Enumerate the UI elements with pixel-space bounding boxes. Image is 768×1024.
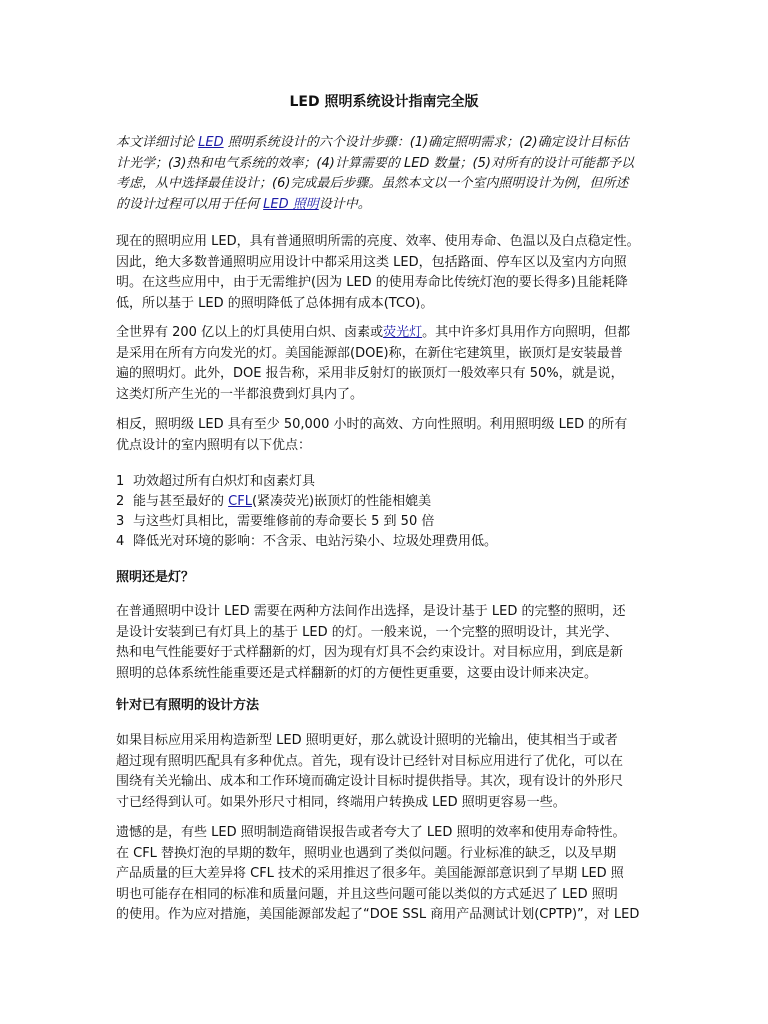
intro-line-4: 的设计过程可以用于任何 LED 照明设计中。 <box>116 196 371 212</box>
paragraph-line: 明也可能存在相同的标准和质量问题，并且这些问题可能以类似的方式延迟了 LED 照明 <box>116 886 618 902</box>
cfl-link[interactable]: CFL <box>228 494 252 509</box>
paragraph-line: 产品质量的巨大差异将 CFL 技术的采用推迟了很多年。美国能源部意识到了早期 LED 照 <box>116 866 624 881</box>
paragraph-5 <box>116 731 656 813</box>
led-link[interactable]: LED <box>198 135 224 150</box>
paragraph-line: 寸已经得到认可。如果外形尺寸相同，终端用户转换成 LED 照明更容易一些。 <box>116 794 566 810</box>
paragraph-line: 明。在这些应用中，由于无需维护(因为 LED 的使用寿命比传统灯泡的要长得多)且能耗降 <box>116 275 628 290</box>
paragraph-line: 在普通照明中设计 LED 需要在两种方法间作出选择，是设计基于 LED 的完整的照明，还 <box>116 604 626 619</box>
paragraph-line: 因此，绝大多数普通照明应用设计中都采用这类 LED，包括路面、停车区以及室内方向照 <box>116 254 627 270</box>
list-item: 3 与这些灯具相比，需要维修前的寿命要长 5 到 50 倍 <box>116 514 435 529</box>
paragraph-line: 现在的照明应用 LED，具有普通照明所需的亮度、效率、使用寿命、色温以及白点稳定性。 <box>116 234 640 249</box>
paragraph-line: 是采用在所有方向发光的灯。美国能源部(DOE)称，在新住宅建筑里，嵌顶灯是安装最普 <box>116 345 623 361</box>
list-item: 2 能与甚至最好的 CFL(紧凑荧光)嵌顶灯的性能相媲美 <box>116 494 432 509</box>
paragraph-line: 遍的照明灯。此外，DOE 报告称，采用非反射灯的嵌顶灯一般效率只有 50%，就是说， <box>116 366 624 381</box>
paragraph-line: 遗憾的是，有些 LED 照明制造商错误报告或者夸大了 LED 照明的效率和使用寿命特性。 <box>116 825 626 840</box>
intro-line-3: 考虑，从中选择最佳设计；(6)完成最后步骤。虽然本文以一个室内照明设计为例，但所述 <box>116 176 629 191</box>
paragraph-6 <box>116 823 656 926</box>
section-heading: 针对已有照明的设计方法 <box>116 698 260 713</box>
paragraph-line: 优点设计的室内照明有以下优点： <box>116 437 312 453</box>
document-title: LED 照明系统设计指南完全版 <box>289 94 479 110</box>
intro-paragraph <box>116 133 656 215</box>
paragraph-line: 在 CFL 替换灯泡的早期的数年，照明业也遇到了类似问题。行业标准的缺乏，以及早期 <box>116 845 617 861</box>
paragraph-line: 如果目标应用采用构造新型 LED 照明更好，那么就设计照明的光输出，使其相当于或者 <box>116 733 618 748</box>
fluorescent-lamp-link[interactable]: 荧光灯 <box>383 325 423 340</box>
paragraph-line: 围绕有关光输出、成本和工作环境而确定设计目标时提供指导。其次，现有设计的外形尺 <box>116 774 624 789</box>
paragraph-line: 相反，照明级 LED 具有至少 50,000 小时的高效、方向性照明。利用照明级 LED 的所有 <box>116 417 628 432</box>
led-lighting-link[interactable]: LED 照明 <box>263 196 319 212</box>
paragraph-4 <box>116 602 656 684</box>
intro-line-2: 计光学；(3)热和电气系统的效率；(4)计算需要的 LED 数量；(5)对所有的设计可能都予以 <box>116 155 634 171</box>
intro-line-1: 本文详细讨论 LED 照明系统设计的六个设计步骤：(1)确定照明需求；(2)确定设计目标估 <box>116 135 629 150</box>
paragraph-line: 是设计安装到已有灯具上的基于 LED 的灯。一般来说，一个完整的照明设计，其光学、 <box>116 624 618 640</box>
paragraph-line: 的使用。作为应对措施，美国能源部发起了“DOE SSL 商用产品测试计划(CPTP)”，对 LED <box>116 907 640 922</box>
paragraph-line: 这类灯所产生光的一半都浪费到灯具内了。 <box>116 386 364 402</box>
paragraph-line: 超过现有照明匹配具有多种优点。首先，现有设计已经针对目标应用进行了优化，可以在 <box>116 753 624 769</box>
paragraph-3 <box>116 415 656 456</box>
section-heading: 照明还是灯？ <box>116 570 195 585</box>
paragraph-line: 照明的总体系统性能重要还是式样翻新的灯的方便性更重要，这要由设计师来决定。 <box>116 665 598 681</box>
paragraph-line: 低，所以基于 LED 的照明降低了总体拥有成本(TCO)。 <box>116 295 434 311</box>
paragraph-1 <box>116 232 656 314</box>
list-item: 4 降低光对环境的影响：不含汞、电站污染小、垃圾处理费用低。 <box>116 534 498 549</box>
paragraph-2 <box>116 323 656 405</box>
list-item: 1 功效超过所有白炽灯和卤素灯具 <box>116 474 316 489</box>
paragraph-line: 热和电气性能要好于式样翻新的灯，因为现有灯具不会约束设计。对目标应用，到底是新 <box>116 645 624 660</box>
paragraph-line: 全世界有 200 亿以上的灯具使用白炽、卤素或荧光灯。其中许多灯具用作方向照明，但都 <box>116 325 631 340</box>
